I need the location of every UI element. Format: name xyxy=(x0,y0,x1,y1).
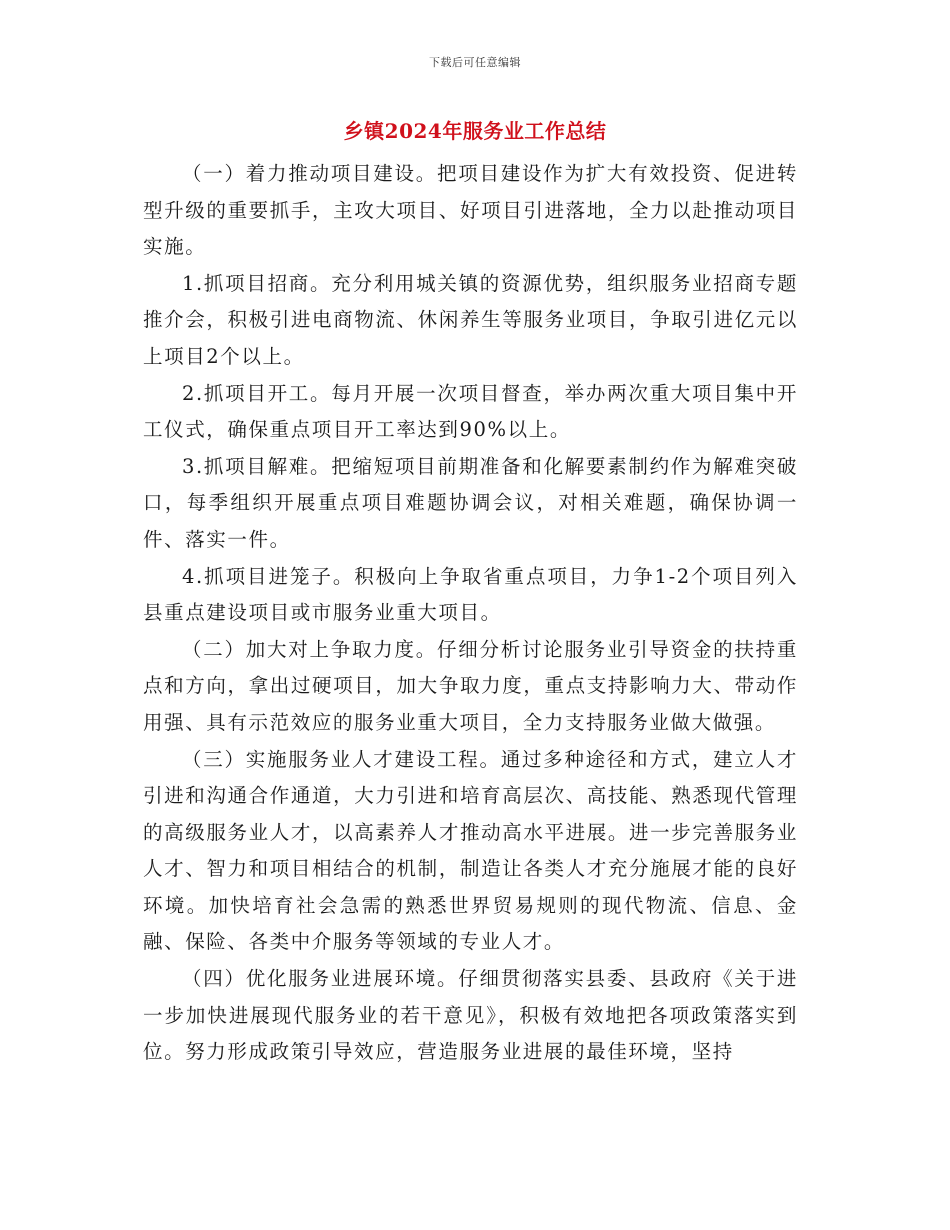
document-body xyxy=(143,156,798,1071)
paragraph-item-3: 3.抓项目解难。把缩短项目前期准备和化解要素制约作为解难突破口，每季组织开展重点项目难题协调会议，对相关难题，确保协调一件、落实一件。 xyxy=(143,454,798,551)
paragraph-item-1: 1.抓项目招商。充分利用城关镇的资源优势，组织服务业招商专题推介会，积极引进电商物流、休闲养生等服务业项目，争取引进亿元以上项目2个以上。 xyxy=(143,271,798,368)
paragraph-section-1: （一）着力推动项目建设。把项目建设作为扩大有效投资、促进转型升级的重要抓手，主攻大项目、好项目引进落地，全力以赴推动项目实施。 xyxy=(143,162,798,259)
document-title: 乡镇2024年服务业工作总结 xyxy=(343,119,607,143)
paragraph-item-2: 2.抓项目开工。每月开展一次项目督查，举办两次重大项目集中开工仪式，确保重点项目开工率达到90%以上。 xyxy=(143,381,798,442)
page-header-note: 下载后可任意编辑 xyxy=(429,56,521,69)
paragraph-section-2: （二）加大对上争取力度。仔细分析讨论服务业引导资金的扶持重点和方向，拿出过硬项目，加大争取力度，重点支持影响力大、带动作用强、具有示范效应的服务业重大项目，全力支持服务业做大做强。 xyxy=(143,637,798,734)
paragraph-section-3: （三）实施服务业人才建设工程。通过多种途径和方式，建立人才引进和沟通合作通道，大力引进和培育高层次、高技能、熟悉现代管理的高级服务业人才，以高素养人才推动高水平进展。进一步完善服务业人才、智力和项目相结合的机制，制造让各类人才充分施展才能的良好环境。加快培育社会急需的熟悉世界贸易规则的现代物流、信息、金融、保险、各类中介服务等领域的专业人才。 xyxy=(143,747,798,954)
paragraph-item-4: 4.抓项目进笼子。积极向上争取省重点项目，力争1-2个项目列入县重点建设项目或市服务业重大项目。 xyxy=(143,564,798,625)
paragraph-section-4: （四）优化服务业进展环境。仔细贯彻落实县委、县政府《关于进一步加快进展现代服务业的若干意见》，积极有效地把各项政策落实到位。努力形成政策引导效应，营造服务业进展的最佳环境，坚持 xyxy=(143,967,798,1064)
